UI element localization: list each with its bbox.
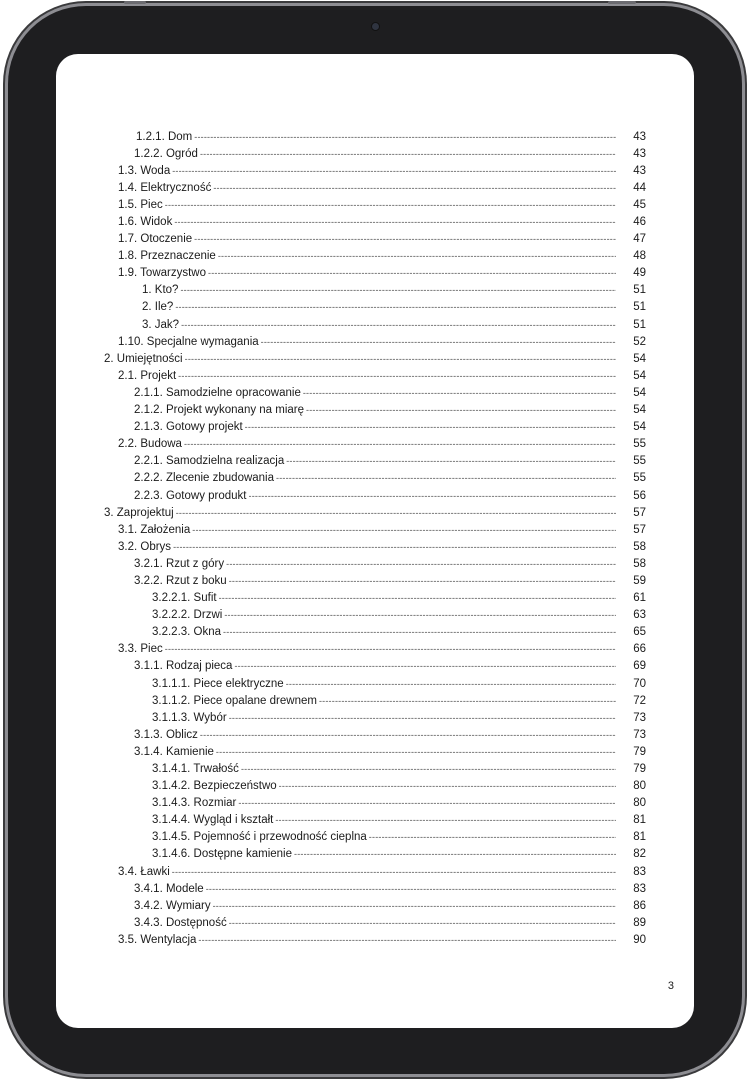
toc-entry-page: 48 [633, 250, 646, 263]
toc-entry-page: 86 [633, 899, 646, 912]
toc-entry-page: 66 [633, 643, 646, 656]
toc-entry-label: 1.3. Woda [118, 164, 171, 177]
toc-entry-page: 56 [633, 489, 646, 502]
toc-entry[interactable] [56, 795, 694, 812]
toc-entry-page: 55 [633, 455, 646, 468]
dot-leader [165, 644, 616, 654]
toc-entry[interactable] [56, 521, 694, 538]
toc-entry-page: 54 [633, 369, 646, 382]
toc-entry-label: 2.2.1. Samodzielna realizacja [134, 455, 285, 468]
dot-leader [200, 730, 616, 740]
toc-entry-label: 2.1. Projekt [118, 369, 177, 382]
toc-entry[interactable] [56, 760, 694, 777]
toc-entry-label: 1. Kto? [142, 284, 179, 297]
dot-leader [213, 901, 616, 911]
toc-entry-page: 59 [633, 574, 646, 587]
toc-entry[interactable] [56, 709, 694, 726]
toc-entry-page: 63 [633, 609, 646, 622]
toc-entry-label: 3.2.2. Rzut z boku [134, 574, 227, 587]
toc-entry[interactable] [56, 282, 694, 299]
toc-entry-label: 3.4.1. Modele [134, 882, 204, 895]
dot-leader [229, 713, 616, 723]
toc-entry[interactable] [56, 846, 694, 863]
dot-leader [172, 867, 616, 877]
dot-leader [178, 371, 616, 381]
toc-entry[interactable] [56, 743, 694, 760]
toc-entry-page: 80 [633, 780, 646, 793]
toc-entry[interactable] [56, 367, 694, 384]
toc-entry[interactable] [56, 128, 694, 145]
toc-entry-page: 83 [633, 882, 646, 895]
toc-entry[interactable] [56, 299, 694, 316]
dot-leader [219, 593, 616, 603]
toc-entry-page: 51 [633, 318, 646, 331]
toc-entry-label: 2.2.3. Gotowy produkt [134, 489, 247, 502]
toc-entry[interactable] [56, 658, 694, 675]
toc-entry-page: 81 [633, 831, 646, 844]
toc-entry-page: 89 [633, 916, 646, 929]
toc-entry-page: 55 [633, 472, 646, 485]
toc-entry[interactable] [56, 231, 694, 248]
dot-leader [229, 576, 616, 586]
table-of-contents [56, 128, 694, 949]
dot-leader [226, 559, 616, 569]
dot-leader [180, 285, 616, 295]
toc-entry-label: 3.1.1.3. Wybór [152, 711, 227, 724]
toc-entry-label: 1.6. Widok [118, 216, 173, 229]
dot-leader [275, 815, 616, 825]
toc-entry[interactable] [56, 453, 694, 470]
toc-entry[interactable] [56, 572, 694, 589]
dot-leader [174, 217, 616, 227]
dot-leader [306, 405, 616, 415]
dot-leader [319, 696, 616, 706]
toc-entry-label: 2.2. Budowa [118, 438, 182, 451]
toc-entry-page: 51 [633, 284, 646, 297]
toc-entry-page: 72 [633, 694, 646, 707]
toc-entry-label: 3.1.4.3. Rozmiar [152, 797, 237, 810]
toc-entry-page: 43 [633, 164, 646, 177]
toc-entry-label: 3.1.1.1. Piece elektryczne [152, 677, 284, 690]
toc-entry-page: 54 [633, 386, 646, 399]
toc-entry[interactable] [56, 590, 694, 607]
toc-entry-page: 58 [633, 557, 646, 570]
toc-entry-page: 69 [633, 660, 646, 673]
dot-leader [303, 388, 616, 398]
toc-entry[interactable] [56, 162, 694, 179]
toc-entry-label: 3. Jak? [142, 318, 180, 331]
toc-entry[interactable] [56, 675, 694, 692]
dot-leader [276, 473, 616, 483]
dot-leader [208, 268, 616, 278]
toc-entry-label: 1.7. Otoczenie [118, 233, 193, 246]
toc-entry[interactable] [56, 265, 694, 282]
dot-leader [216, 747, 616, 757]
toc-entry[interactable] [56, 504, 694, 521]
toc-entry[interactable] [56, 402, 694, 419]
toc-entry-page: 43 [633, 147, 646, 160]
toc-entry[interactable] [56, 607, 694, 624]
toc-entry-page: 57 [633, 523, 646, 536]
dot-leader [192, 525, 616, 535]
toc-entry-label: 3.4.3. Dostępność [134, 916, 227, 929]
dot-leader [213, 183, 616, 193]
toc-entry-page: 61 [633, 592, 646, 605]
dot-leader [279, 781, 616, 791]
toc-entry[interactable] [56, 470, 694, 487]
toc-entry[interactable] [56, 692, 694, 709]
toc-entry[interactable] [56, 145, 694, 162]
volume-button [124, 1, 146, 4]
toc-entry-label: 2.1.3. Gotowy projekt [134, 421, 243, 434]
toc-entry[interactable] [56, 641, 694, 658]
toc-entry-page: 58 [633, 540, 646, 553]
dot-leader [369, 832, 616, 842]
toc-entry-label: 1.10. Specjalne wymagania [118, 335, 259, 348]
toc-entry-label: 3.1.4. Kamienie [134, 745, 214, 758]
toc-entry[interactable] [56, 487, 694, 504]
toc-entry-label: 3.1.4.4. Wygląd i kształt [152, 814, 274, 827]
toc-entry-label: 3.2.1. Rzut z góry [134, 557, 225, 570]
toc-entry-page: 70 [633, 677, 646, 690]
toc-entry-label: 3.4.2. Wymiary [134, 899, 211, 912]
toc-entry-page: 43 [633, 130, 646, 143]
toc-entry[interactable] [56, 778, 694, 795]
dot-leader [184, 439, 616, 449]
toc-entry-label: 3.2. Obrys [118, 540, 172, 553]
dot-leader [198, 935, 616, 945]
toc-entry[interactable] [56, 812, 694, 829]
dot-leader [185, 354, 616, 364]
dot-leader [194, 132, 616, 142]
toc-entry-label: 3.1.4.2. Bezpieczeństwo [152, 780, 277, 793]
toc-entry-page: 81 [633, 814, 646, 827]
dot-leader [229, 918, 616, 928]
toc-entry-page: 47 [633, 233, 646, 246]
toc-entry-label: 3.1.1.2. Piece opalane drewnem [152, 694, 317, 707]
toc-entry-page: 54 [633, 352, 646, 365]
toc-entry[interactable] [56, 914, 694, 931]
toc-entry-page: 46 [633, 216, 646, 229]
toc-entry-label: 1.2.2. Ogród [134, 147, 198, 160]
dot-leader [173, 542, 616, 552]
toc-entry-label: 3.2.2.1. Sufit [152, 592, 217, 605]
toc-entry-page: 54 [633, 421, 646, 434]
toc-entry-label: 1.4. Elektryczność [118, 181, 212, 194]
toc-entry[interactable] [56, 179, 694, 196]
dot-leader [206, 884, 616, 894]
toc-entry-label: 3.1.4.5. Pojemność i przewodność cieplna [152, 831, 367, 844]
dot-leader [200, 149, 616, 159]
toc-entry-page: 73 [633, 711, 646, 724]
toc-entry-page: 79 [633, 763, 646, 776]
dot-leader [238, 798, 616, 808]
dot-leader [181, 320, 616, 330]
toc-entry-label: 3.4. Ławki [118, 865, 170, 878]
toc-entry-label: 3.2.2.3. Okna [152, 626, 222, 639]
dot-leader [234, 661, 616, 671]
toc-entry[interactable] [56, 931, 694, 948]
toc-entry-page: 73 [633, 728, 646, 741]
toc-entry-page: 52 [633, 335, 646, 348]
toc-entry-page: 51 [633, 301, 646, 314]
toc-entry[interactable] [56, 880, 694, 897]
toc-entry-page: 83 [633, 865, 646, 878]
toc-entry-label: 1.9. Towarzystwo [118, 267, 206, 280]
toc-entry[interactable] [56, 555, 694, 572]
front-camera [372, 23, 379, 30]
toc-entry-page: 90 [633, 933, 646, 946]
dot-leader [175, 302, 616, 312]
toc-entry[interactable] [56, 897, 694, 914]
dot-leader [172, 166, 616, 176]
toc-entry-page: 44 [633, 181, 646, 194]
dot-leader [194, 234, 616, 244]
toc-entry-label: 3.2.2.2. Drzwi [152, 609, 223, 622]
toc-entry-label: 3. Zaprojektuj [104, 506, 174, 519]
toc-entry-page: 49 [633, 267, 646, 280]
toc-entry[interactable] [56, 726, 694, 743]
dot-leader [286, 456, 616, 466]
toc-entry[interactable] [56, 863, 694, 880]
toc-entry-label: 3.1.4.6. Dostępne kamienie [152, 848, 293, 861]
toc-entry[interactable] [56, 538, 694, 555]
document-page[interactable] [56, 54, 694, 1028]
dot-leader [165, 200, 616, 210]
toc-entry-label: 2.1.1. Samodzielne opracowanie [134, 386, 301, 399]
toc-entry-label: 3.1. Założenia [118, 523, 191, 536]
toc-entry-label: 3.1.3. Oblicz [134, 728, 198, 741]
dot-leader [294, 849, 616, 859]
toc-entry-label: 1.8. Przeznaczenie [118, 250, 216, 263]
toc-entry-page: 57 [633, 506, 646, 519]
dot-leader [224, 610, 616, 620]
toc-entry[interactable] [56, 624, 694, 641]
toc-entry[interactable] [56, 316, 694, 333]
toc-entry-label: 1.5. Piec [118, 198, 163, 211]
toc-entry-label: 3.1.1. Rodzaj pieca [134, 660, 233, 673]
dot-leader [286, 679, 616, 689]
dot-leader [176, 508, 616, 518]
toc-entry[interactable] [56, 333, 694, 350]
toc-entry-page: 80 [633, 797, 646, 810]
toc-entry-page: 54 [633, 404, 646, 417]
dot-leader [223, 627, 616, 637]
toc-entry-label: 3.5. Wentylacja [118, 933, 197, 946]
dot-leader [241, 764, 616, 774]
toc-entry-page: 45 [633, 198, 646, 211]
toc-entry[interactable] [56, 248, 694, 265]
dot-leader [249, 491, 616, 501]
toc-entry[interactable] [56, 384, 694, 401]
tablet-frame [8, 6, 742, 1074]
dot-leader [218, 251, 616, 261]
toc-entry[interactable] [56, 436, 694, 453]
toc-entry[interactable] [56, 196, 694, 213]
toc-entry-label: 2. Ile? [142, 301, 174, 314]
toc-entry-page: 65 [633, 626, 646, 639]
toc-entry[interactable] [56, 829, 694, 846]
toc-entry-page: 82 [633, 848, 646, 861]
dot-leader [261, 337, 616, 347]
toc-entry-label: 2. Umiejętności [104, 352, 183, 365]
toc-entry[interactable] [56, 350, 694, 367]
toc-entry-page: 55 [633, 438, 646, 451]
toc-entry-label: 3.3. Piec [118, 643, 163, 656]
toc-entry-page: 79 [633, 745, 646, 758]
toc-entry-label: 3.1.4.1. Trwałość [152, 763, 239, 776]
toc-entry-label: 2.1.2. Projekt wykonany na miarę [134, 404, 305, 417]
toc-entry[interactable] [56, 213, 694, 230]
dot-leader [245, 422, 616, 432]
toc-entry-label: 1.2.1. Dom [136, 130, 193, 143]
toc-entry-label: 2.2.2. Zlecenie zbudowania [134, 472, 275, 485]
power-button [608, 1, 636, 4]
toc-entry[interactable] [56, 419, 694, 436]
page-number: 3 [667, 980, 674, 992]
